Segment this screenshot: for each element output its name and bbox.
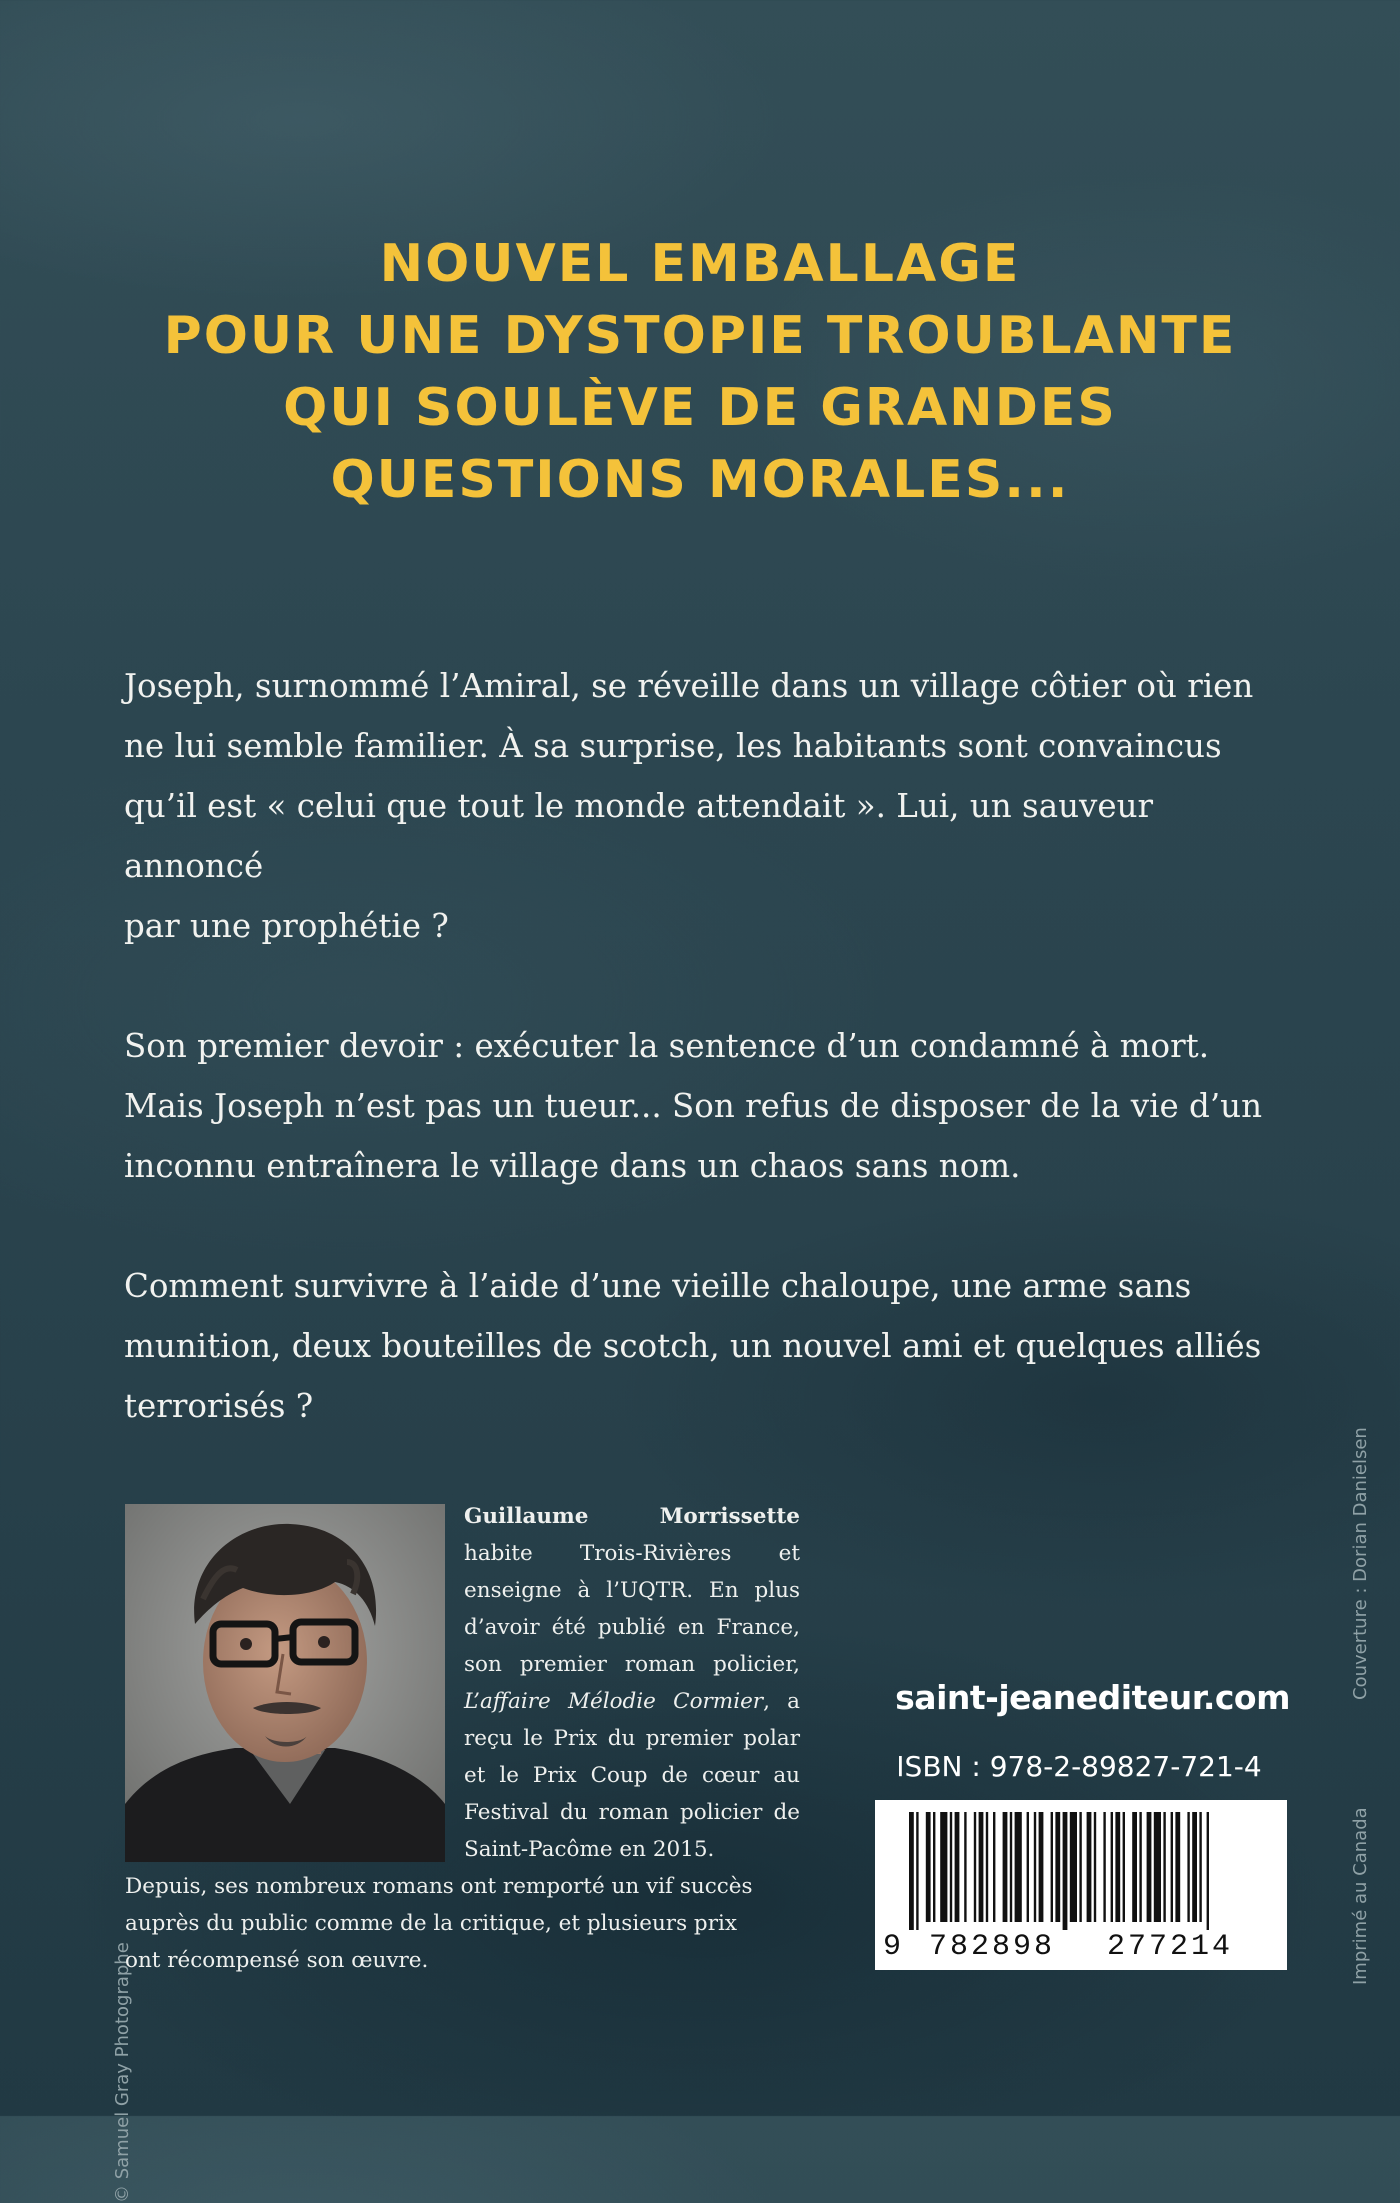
synopsis-paragraph: Son premier devoir : exécuter la sentence d’un condamné à mort. Mais Joseph n’est pas un tueur... Son refus de disposer de la vie d’un inconnu entraînera le village dans un chaos sans nom.	[124, 1027, 1263, 1185]
barcode-bar	[993, 1812, 995, 1922]
author-bio-part1: habite Trois-Rivières et enseigne à l’UQTR. En plus d’avoir été publié en France, son premier roman policier,	[464, 1541, 800, 1677]
cover-credit-text: Couverture : Dorian Danielsen	[1350, 1427, 1371, 1700]
barcode-bar	[1187, 1812, 1189, 1922]
barcode-bar	[1192, 1812, 1197, 1922]
barcode-bar	[1163, 1812, 1165, 1922]
author-bio	[464, 1498, 800, 1868]
barcode-bar	[1139, 1812, 1141, 1922]
barcode-bar	[955, 1812, 960, 1922]
barcode-bar	[940, 1812, 947, 1922]
barcode-bar	[1147, 1812, 1152, 1922]
barcode-bar	[1010, 1812, 1012, 1922]
barcode-bar	[1079, 1812, 1081, 1922]
barcode-bar	[1015, 1812, 1022, 1922]
isbn-label: ISBN : 978-2-89827-721-4	[896, 1750, 1262, 1783]
author-name: Guillaume Morrissette	[464, 1504, 800, 1529]
headline-line: QUI SOULÈVE DE GRANDES	[283, 378, 1117, 438]
photo-credit-text: © Samuel Gray Photographe	[112, 1942, 133, 2203]
barcode-bar	[1175, 1812, 1180, 1922]
barcode-bar	[1207, 1812, 1209, 1930]
barcode-bar	[1103, 1812, 1105, 1922]
barcode-bar	[986, 1812, 988, 1922]
barcode-bar	[909, 1812, 914, 1930]
synopsis-paragraph: Comment survivre à l’aide d’une vieille chaloupe, une arme sans munition, deux bouteilles de scotch, un nouvel ami et quelques alliés terrorisés ?	[124, 1267, 1262, 1425]
synopsis	[124, 656, 1299, 1496]
barcode-bar	[1039, 1812, 1044, 1922]
barcode-right-group: 277214	[1107, 1930, 1234, 1964]
barcode-bar	[1171, 1812, 1173, 1922]
barcode-bar	[964, 1812, 966, 1922]
barcode-bars	[875, 1800, 1287, 1930]
barcode-bar	[1034, 1812, 1036, 1922]
headline-line: QUESTIONS MORALES...	[330, 450, 1070, 510]
barcode	[875, 1800, 1287, 1970]
barcode-bar	[1070, 1812, 1077, 1922]
printed-in-label	[1350, 1745, 1370, 1985]
author-photo	[125, 1504, 445, 1862]
barcode-bar	[1115, 1812, 1120, 1922]
headline-line: POUR UNE DYSTOPIE TROUBLANTE	[163, 306, 1237, 366]
barcode-first-digit: 9	[883, 1930, 902, 1964]
barcode-bar	[1087, 1812, 1092, 1922]
barcode-bar	[1063, 1812, 1068, 1930]
barcode-bar	[916, 1812, 918, 1930]
barcode-bar	[933, 1812, 935, 1922]
printed-in-text: Imprimé au Canada	[1350, 1807, 1371, 1985]
barcode-bar	[1199, 1812, 1201, 1922]
barcode-bar	[1051, 1812, 1053, 1922]
barcode-left-group: 782898	[929, 1930, 1056, 1964]
barcode-bar	[1123, 1812, 1125, 1922]
barcode-bar	[1055, 1812, 1060, 1922]
barcode-bar	[926, 1812, 931, 1922]
book-title: L’affaire Mélodie Cormier	[464, 1689, 764, 1714]
author-bio-continued: Depuis, ses nombreux romans ont remporté un vif succès auprès du public comme de la critique, et plusieurs prix ont récompensé son œuvre.	[125, 1874, 753, 1973]
barcode-bar	[1132, 1812, 1137, 1922]
publisher-website: saint-jeanediteur.com	[895, 1678, 1290, 1717]
barcode-bar	[1027, 1812, 1029, 1922]
barcode-bar	[1003, 1812, 1008, 1922]
headline	[0, 228, 1400, 516]
barcode-bar	[1111, 1812, 1113, 1922]
synopsis-paragraph: Joseph, surnommé l’Amiral, se réveille dans un village côtier où rien ne lui semble familier. À sa surprise, les habitants sont convaincus qu’il est « celui que tout le monde attendait ». Lui, un sauveur annoncé par une prophétie ?	[124, 667, 1254, 945]
barcode-bar	[1094, 1812, 1096, 1922]
author-portrait-image	[125, 1504, 445, 1862]
barcode-bar	[974, 1812, 976, 1922]
barcode-bar	[1154, 1812, 1161, 1922]
barcode-digits	[875, 1930, 1287, 1966]
barcode-bar	[979, 1812, 984, 1922]
author-bio-part2: , a reçu le Prix du premier polar et le Prix Coup de cœur au Festival du roman policier de Saint-Pacôme en 2015.	[464, 1689, 800, 1862]
barcode-bar	[950, 1812, 952, 1922]
headline-line: NOUVEL EMBALLAGE	[379, 234, 1021, 294]
cover-credit	[1350, 1340, 1370, 1700]
